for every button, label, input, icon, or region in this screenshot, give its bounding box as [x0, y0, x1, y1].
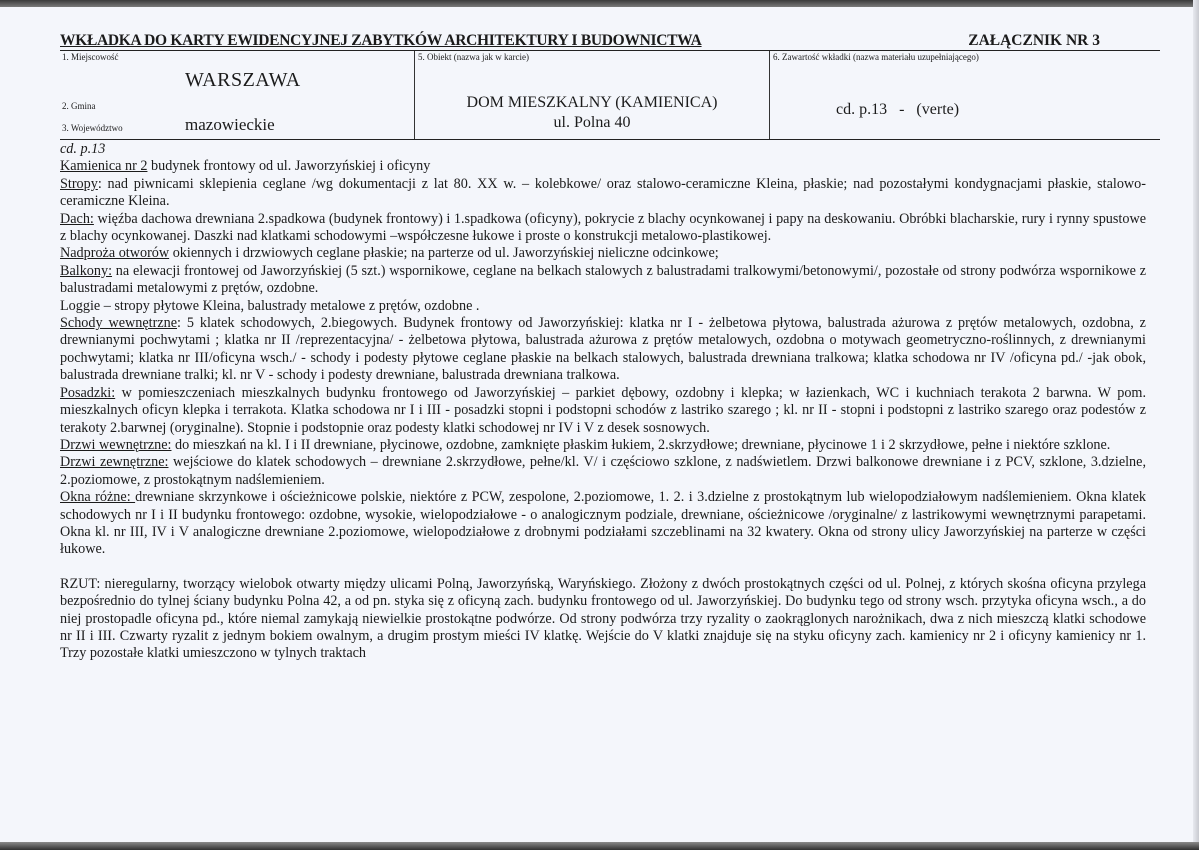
paragraph-heading: Okna różne:: [60, 489, 136, 506]
paragraph-stropy: [60, 176, 1146, 211]
paragraph-rzut: RZUT: nieregularny, tworzący wielobok otwarty między ulicami Polną, Jaworzyńską, Waryńskiego. Złożony z dwóch prostokątnych części od ul. Polnej, z których skośna oficyna przylega bezpośrednio do tylnej ściany budynku Polna 42, a od pn. styka się z oficyną zach. budynku frontowego od ul. Jaworzyńskiej. Do budynku tego od strony wsch. przytyka oficyna wsch., a do niej prostopadle oficyna pd., które niemal zamykają niewielkie prostokątne podwórze. Od strony podwórza trzy ryzality o zaokrąglonych narożnikach, dwa z nich mieszczą klatki schodowe nr II i III. Czwarty ryzalit z jednym bokiem owalnym, a drugim prostym mieści IV klatkę. Wejście do V klatki znajduje się na styku oficyny zach. kamienicy nr 2 i oficyny kamienicy nr 1. Trzy pozostałe klatki umieszczono w tylnych traktach: [60, 575, 1146, 662]
scan-edge-top: [0, 0, 1199, 7]
paragraph-text: budynek frontowy od ul. Jaworzyńskiej i oficyny: [147, 158, 431, 175]
gmina-label: 2. Gmina: [62, 101, 96, 111]
document-page: [60, 30, 1160, 662]
paragraph-text: drewniane skrzynkowe i ościeżnicowe polskie, niektóre z PCW, zespolone, 2.poziomowe, 1. 2. i 3.dzielne z prostokątnym lub wielopodziałowym nadślemieniem. Okna klatek schodowych nr I i II budynku frontowego: ozdobne, wysokie, wielopodziałowe - o analogicznym podziale, drewniane, ościeżnicowe /oryginalne/ z lastrikowymi wewnętrznymi parapetami. Okna kl. nr III, IV i V analogiczne drewniane 2.poziomowe, wielopodziałowe z drobnymi podziałami szczeblinami na 32 kwatery. Okna od strony ulicy Jaworzyńskiej na parterze w części łukowe.: [60, 489, 1146, 558]
paragraph-heading: Schody wewnętrzne: [60, 315, 178, 332]
paragraph-nadproza: [60, 245, 1146, 262]
paragraph-loggie: [60, 298, 1146, 315]
continuation-note: cd. p.13: [60, 141, 106, 157]
paragraph-text: okiennych i drzwiowych ceglane płaskie; na parterze od ul. Jaworzyńskiej nieliczne odcinkowe;: [169, 245, 719, 262]
location-cell: [60, 51, 414, 139]
paragraph-okna: [60, 489, 1146, 559]
paragraph-text: do mieszkań na kl. I i II drewniane, płycinowe, ozdobne, zamknięte płaskim łukiem, 2.skrzydłowe; drewniane, płycinowe 1 i 2 skrzydłowe, pełne i niektóre szklone.: [171, 436, 1111, 453]
obiekt-value-address: ul. Polna 40: [553, 114, 631, 131]
paragraph-heading: Kamienica nr 2: [60, 158, 148, 175]
object-cell: [414, 51, 770, 139]
paragraph-text: Loggie – stropy płytowe Kleina, balustrady metalowe z prętów, ozdobne .: [60, 297, 480, 314]
title-row: [60, 30, 1160, 50]
contents-cell: [770, 51, 1160, 139]
paragraph-heading: Stropy: [60, 175, 98, 192]
paragraph-balkony: [60, 263, 1146, 298]
scan-edge-bottom: [0, 842, 1199, 850]
zawartosc-label: 6. Zawartość wkładki (nazwa materiału uzupełniającego): [773, 52, 979, 62]
paragraph-text: wejściowe do klatek schodowych – drewniane 2.skrzydłowe, pełne/kl. V/ i częściowo szklone, z nadświetlem. Drzwi balkonowe drewniane i z PCV, szklone, 3.dzielne, 2.poziomowe, z prostokątnym nadślemieniem.: [60, 454, 1146, 488]
paragraph-text: w pomieszczeniach mieszkalnych budynku frontowego od Jaworzyńskiej – parkiet dębowy, ozdobny i klepka; w łazienkach, WC i kuchniach terakota 2 barwna. W pom. mieszkalnych oficyn klepka i terrakota. Klatka schodowa nr I i III - posadzki stopni i podstopni schodów z lastriko szarego ; kl. nr II - stopni i podstopni z lastriko szarego oraz podestów z terakoty 2.barwnej (oryginalne). Stopnie i podstopnie oraz podesty klatki schodowej nr IV i V z desek sosnowych.: [60, 384, 1146, 436]
obiekt-label: 5. Obiekt (nazwa jak w karcie): [418, 52, 529, 62]
wojewodztwo-label: 3. Województwo: [62, 123, 123, 133]
paragraph-text: więźba dachowa drewniana 2.spadkowa (budynek frontowy) i 1.spadkowa (oficyny), pokrycie z blachy ocynkowanej i papy na deskowaniu. Obróbki blacharskie, rury i rynny spustowe z blachy ocynkowanej. Daszki nad klatkami schodowymi –współczesne łukowe i proste o konstrukcji metalowo-plastikowej.: [60, 210, 1146, 245]
paragraph-heading: Posadzki:: [60, 384, 116, 401]
document-title: WKŁADKA DO KARTY EWIDENCYJNEJ ZABYTKÓW ARCHITEKTURY I BUDOWNICTWA: [60, 32, 702, 49]
miejscowosc-value: WARSZAWA: [185, 69, 301, 91]
document-body: [60, 141, 1146, 663]
paragraph-schody: [60, 315, 1146, 385]
paragraph-heading: Nadproża otworów: [60, 245, 170, 262]
annex-number: ZAŁĄCZNIK NR 3: [968, 32, 1100, 49]
paragraph-heading: Drzwi zewnętrzne:: [60, 454, 169, 471]
paragraph-text: na elewacji frontowej od Jaworzyńskiej (5 szt.) wspornikowe, ceglane na belkach stalowych z balustradami tralkowymi/betonowymi/, pozostałe od strony podwórza wspornikowe z balustradami metalowymi z prętów, ozdobne.: [60, 262, 1146, 297]
paragraph-posadzki: [60, 385, 1146, 437]
zawartosc-value: cd. p.13 - (verte): [836, 101, 960, 118]
wojewodztwo-value: mazowieckie: [185, 115, 275, 134]
paragraph-gap: [60, 559, 1146, 576]
paragraph-heading: Drzwi wewnętrzne:: [60, 436, 172, 453]
paragraph-drzwi-wewnetrzne: [60, 437, 1146, 454]
obiekt-value-name: DOM MIESZKALNY (KAMIENICA): [466, 94, 718, 111]
miejscowosc-label: 1. Miejscowość: [62, 52, 119, 62]
paragraph-drzwi-zewnetrzne: [60, 454, 1146, 489]
header-table: [60, 50, 1160, 140]
paragraph-heading: Balkony:: [60, 262, 113, 279]
paragraph-heading: Dach:: [60, 210, 94, 227]
paragraph-dach: [60, 211, 1146, 246]
scan-edge-right: [1193, 0, 1199, 850]
paragraph-kamienica: [60, 158, 1146, 175]
paragraph-text: : nad piwnicami sklepienia ceglane /wg dokumentacji z lat 80. XX w. – kolebkowe/ oraz stalowo-ceramiczne Kleina, płaskie; nad pozostałymi kondygnacjami płaskie, stalowo-ceramiczne Kleina.: [60, 175, 1146, 210]
paragraph-text: : 5 klatek schodowych, 2.biegowych. Budynek frontowy od Jaworzyńskiej: klatka nr I - żelbetowa płytowa, balustrada ażurowa z prętów metalowych, ozdobna, z drewnianymi pochwytami ; klatka nr II /reprezentacyjna/ - żelbetowa płytowa, balustrada ażurowa z prętów metalowych, ozdobna o motywach geometryczno-roślinnych, z drewnianymi pochwytami; klatka nr III/oficyna wsch./ - schody i podesty płytowe ceglane płaskie na belkach stalowych, balustrada drewniana tralkowa; klatka schodowa nr IV /oficyna pd./ -jak obok, balustrada drewniane tralki; kl. nr V - schody i podesty drewniane, balustrada drewniana tralkowa.: [60, 315, 1146, 384]
